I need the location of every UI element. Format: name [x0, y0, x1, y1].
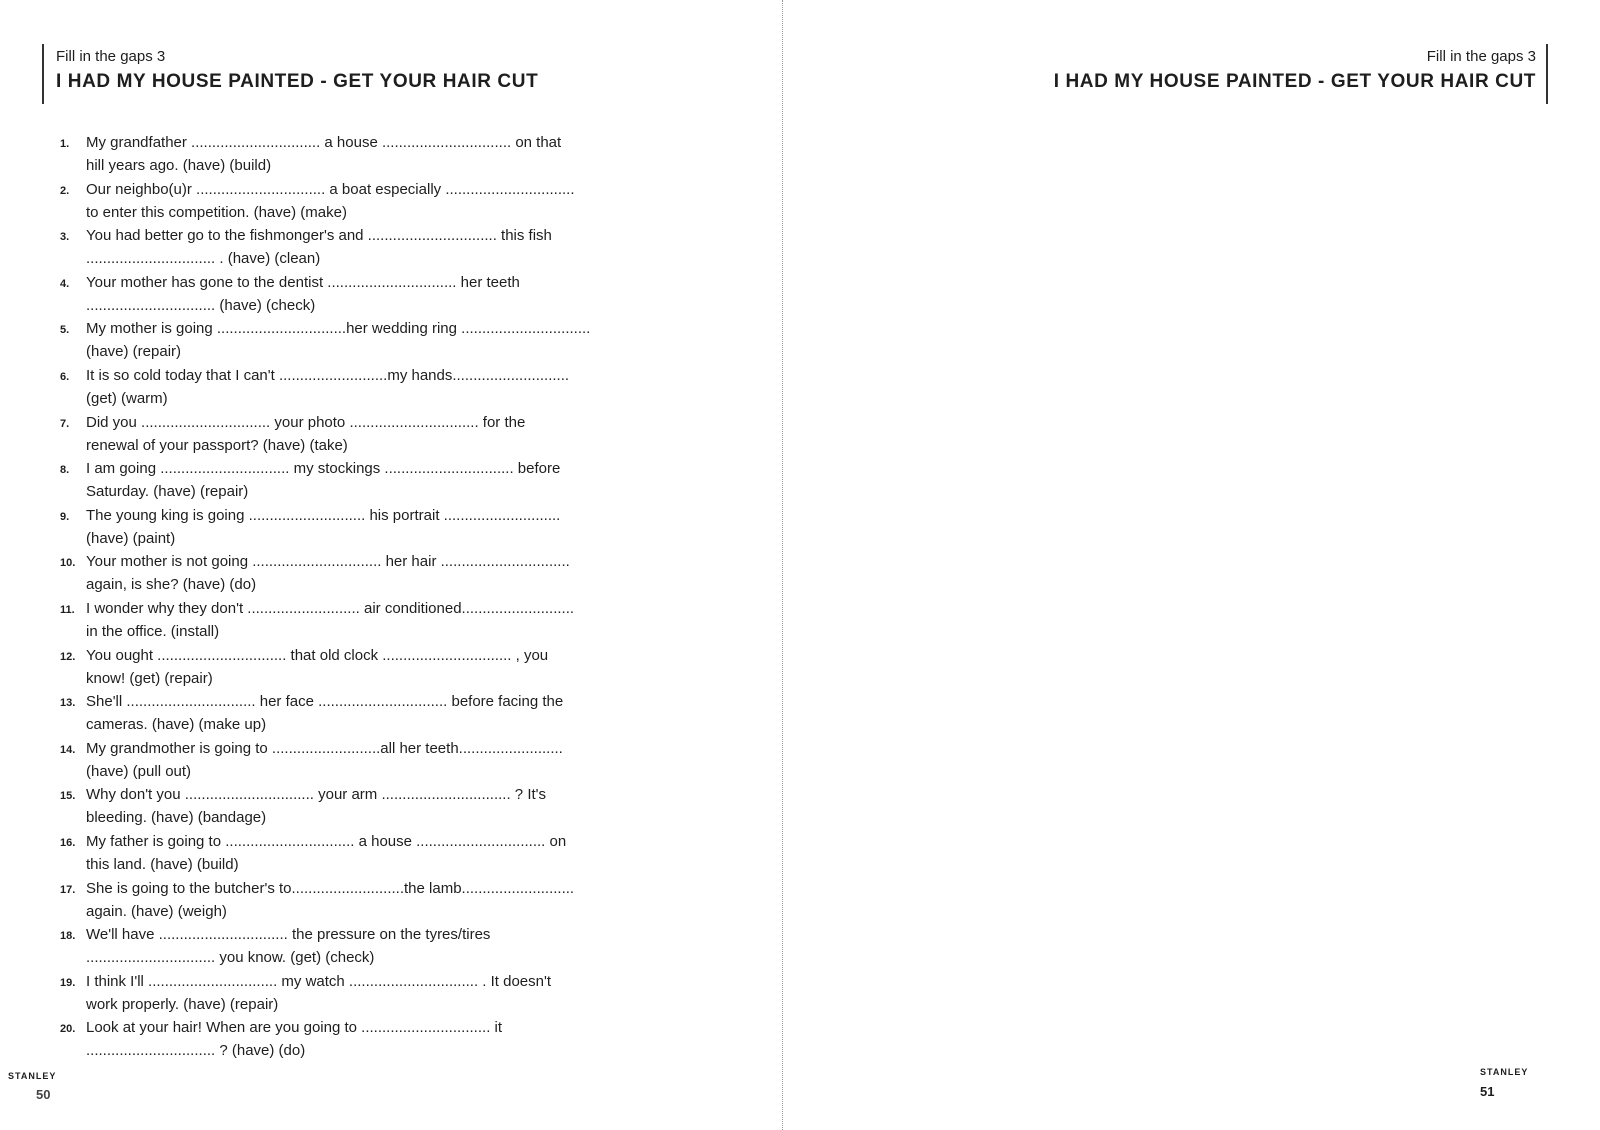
exercise-item	[60, 923, 700, 970]
exercise-item	[60, 504, 700, 551]
right-page	[800, 0, 1600, 1130]
left-page-title: I HAD MY HOUSE PAINTED - GET YOUR HAIR CUT	[56, 71, 539, 92]
exercise-number: 18.	[60, 930, 76, 943]
exercise-sentence: My father is going to ............................... a house ............................... on this land. (have) (build)	[86, 832, 567, 873]
exercise-item	[60, 830, 700, 877]
exercise-sentence: You had better go to the fishmonger's and ............................... this fish ............................... . (have) (clean)	[86, 227, 552, 268]
exercise-number: 13.	[60, 697, 76, 710]
exercise-number: 3.	[60, 231, 70, 244]
left-page-subtitle: Fill in the gaps 3	[56, 48, 166, 65]
exercise-item	[60, 364, 700, 411]
exercise-sentence: The young king is going ............................ his portrait ............................ (have) (paint)	[86, 506, 561, 547]
exercise-item	[60, 178, 700, 225]
book-spine	[782, 0, 787, 1130]
exercise-number: 12.	[60, 650, 76, 663]
left-brand-label: STANLEY	[8, 1071, 57, 1081]
exercise-item	[60, 970, 700, 1017]
exercise-number: 8.	[60, 464, 70, 477]
left-exercise-list	[60, 131, 700, 1063]
exercise-item	[60, 317, 700, 364]
exercise-item	[60, 877, 700, 924]
exercise-sentence: Look at your hair! When are you going to ............................... it ............................... ? (have) (do)	[86, 1019, 503, 1060]
right-page-title: I HAD MY HOUSE PAINTED - GET YOUR HAIR CUT	[1053, 71, 1536, 92]
exercise-sentence: We'll have ............................... the pressure on the tyres/tires ............................... you know. (get) (check)	[86, 926, 491, 967]
exercise-number: 15.	[60, 790, 76, 803]
right-page-number: 51	[1480, 1084, 1495, 1099]
right-page-header	[1054, 44, 1548, 104]
exercise-sentence: She is going to the butcher's to...........................the lamb........................... again. (have) (weigh)	[86, 879, 575, 920]
exercise-sentence: It is so cold today that I can't ..........................my hands............................ (get) (warm)	[86, 366, 570, 407]
exercise-number: 20.	[60, 1023, 76, 1036]
exercise-number: 5.	[60, 324, 70, 337]
exercise-item	[60, 737, 700, 784]
exercise-sentence: My grandmother is going to ..........................all her teeth......................... (have) (pull out)	[86, 739, 563, 780]
exercise-item	[60, 1016, 700, 1063]
exercise-sentence: Your mother is not going ............................... her hair ............................... again, is she? (have) (do)	[86, 553, 570, 594]
exercise-sentence: I think I'll ............................... my watch ............................... . It doesn't work properly. (have) (repair)	[86, 972, 552, 1013]
right-brand-label: STANLEY	[1480, 1067, 1529, 1077]
exercise-number: 4.	[60, 277, 70, 290]
exercise-sentence: My mother is going ...............................her wedding ring ............................... (have) (repair)	[86, 320, 591, 361]
exercise-number: 10.	[60, 557, 76, 570]
exercise-sentence: My grandfather ............................... a house ............................... on that hill years ago. (have) (build)	[86, 134, 562, 174]
left-page-number: 50	[36, 1087, 51, 1102]
exercise-item	[60, 224, 700, 271]
exercise-number: 19.	[60, 976, 76, 989]
exercise-item	[60, 457, 700, 504]
exercise-sentence: Our neighbo(u)r ............................... a boat especially ............................... to enter this competition. (have) (make)	[86, 180, 575, 221]
exercise-sentence: I am going ............................... my stockings ............................... before Saturday. (have) (repair)	[86, 460, 561, 501]
exercise-number: 14.	[60, 743, 76, 756]
exercise-sentence: Did you ............................... your photo ............................... for the renewal of your passport? (have) (take)	[86, 413, 526, 454]
exercise-sentence: You ought ............................... that old clock ............................... , you know! (get) (repair)	[86, 646, 549, 687]
exercise-item	[60, 644, 700, 691]
exercise-number: 17.	[60, 883, 76, 896]
exercise-sentence: Why don't you ............................... your arm ............................... ? It's bleeding. (have) (bandage)	[86, 786, 547, 827]
exercise-number: 2.	[60, 184, 70, 197]
exercise-item	[60, 690, 700, 737]
exercise-number: 7.	[60, 417, 70, 430]
exercise-number: 16.	[60, 836, 76, 849]
exercise-number: 9.	[60, 510, 70, 523]
exercise-item	[60, 131, 700, 178]
exercise-sentence: I wonder why they don't ........................... air conditioned........................... in the office. (install)	[86, 599, 575, 640]
exercise-sentence: Your mother has gone to the dentist ............................... her teeth ............................... (have) (check)	[86, 273, 520, 314]
exercise-sentence: She'll ............................... her face ............................... before facing the cameras. (have) (make up)	[86, 693, 564, 734]
exercise-item	[60, 271, 700, 318]
exercise-number: 6.	[60, 370, 70, 383]
exercise-number: 11.	[60, 603, 75, 616]
right-page-subtitle: Fill in the gaps 3	[1426, 48, 1536, 65]
exercise-item	[60, 597, 700, 644]
exercise-number: 1.	[60, 138, 70, 150]
exercise-item	[60, 550, 700, 597]
exercise-item	[60, 411, 700, 458]
exercise-item	[60, 783, 700, 830]
left-page-header	[42, 44, 538, 104]
